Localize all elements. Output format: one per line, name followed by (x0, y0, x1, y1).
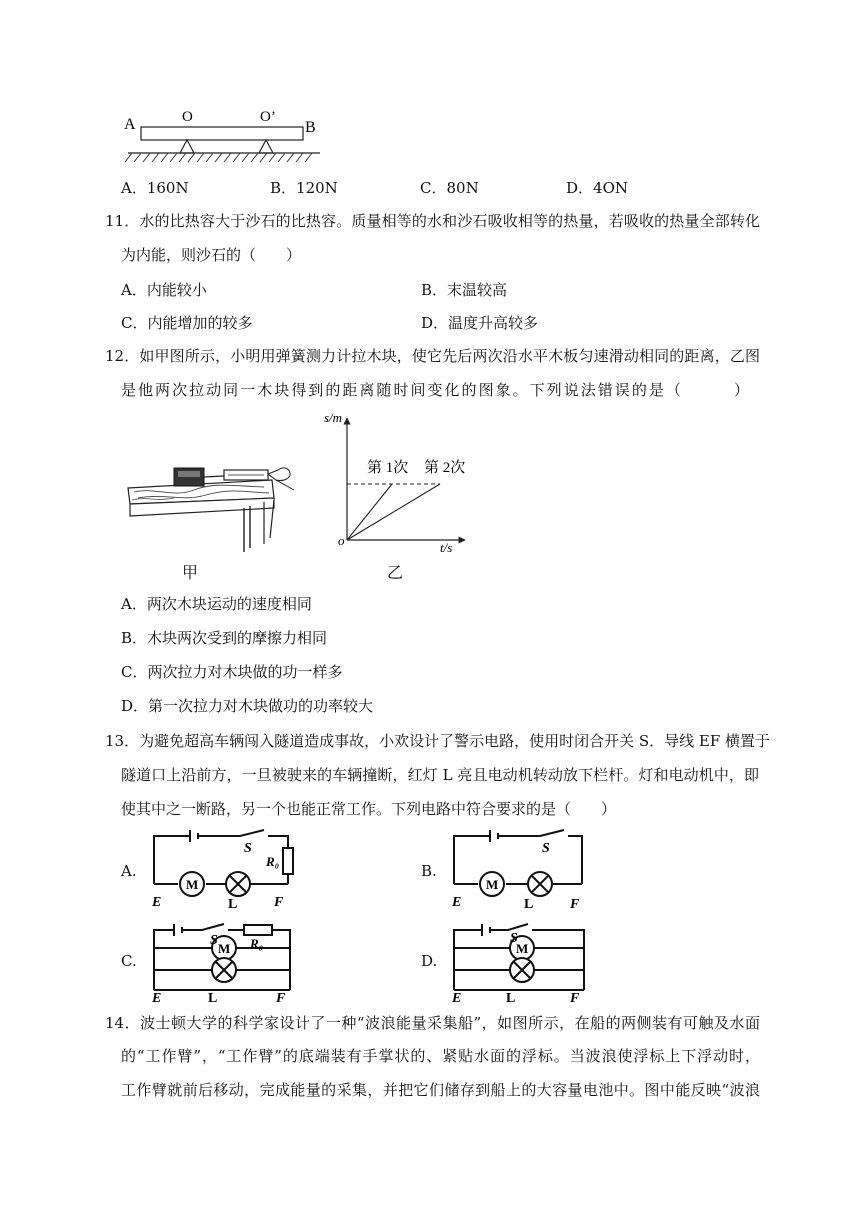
fulcrum-o-prime (259, 140, 273, 153)
svg-text:L: L (228, 897, 238, 910)
q14-stem-line1: 14．波士顿大学的科学家设计了一种“波浪能量采集船”，如图所示，在船的两侧装有可触及水面 (105, 1014, 760, 1032)
q11-stem-line1: 11．水的比热容大于沙石的比热容。质量相等的水和沙石吸收相等的热量，若吸收的热量全部转化 (105, 212, 760, 230)
graph-xlabel: t/s (440, 540, 453, 555)
q10-option-d[interactable]: D．4ON (566, 179, 628, 197)
q11-option-a[interactable]: A．内能较小 (121, 281, 207, 299)
svg-text:R₀: R₀ (266, 854, 280, 869)
svg-text:M: M (218, 941, 231, 956)
q12-option-b[interactable]: B．木块两次受到的摩擦力相同 (121, 629, 328, 647)
figure-yi-graph (320, 408, 480, 558)
figure-yi-label: 乙 (387, 563, 404, 582)
svg-text:S: S (244, 841, 252, 856)
q11-option-d[interactable]: D．温度升高较多 (421, 314, 539, 332)
graph-line-second (347, 484, 440, 540)
q10-option-c[interactable]: C．80N (420, 179, 479, 197)
ground-hatching (125, 153, 312, 162)
q13-option-a-label[interactable]: A. (121, 862, 137, 880)
circuit-b[interactable] (448, 828, 590, 910)
svg-text:E: E (152, 991, 162, 1004)
graph-legend-1: 第 1次 (367, 460, 409, 476)
graph-line-first (347, 484, 392, 540)
svg-text:E: E (152, 895, 162, 910)
graph-ylabel: s/m (324, 410, 343, 425)
lever-label-b: B (305, 119, 316, 136)
figure-jia-table (124, 440, 304, 555)
q13-option-d-label[interactable]: D. (421, 952, 438, 970)
lever-diagram (120, 100, 330, 170)
fulcrum-o (180, 140, 194, 153)
svg-text:R₀: R₀ (250, 936, 264, 951)
svg-text:F: F (570, 897, 580, 910)
svg-text:L: L (524, 897, 534, 910)
svg-text:L: L (208, 991, 218, 1004)
circuit-d[interactable] (448, 918, 590, 1004)
svg-text:S: S (510, 931, 518, 946)
svg-text:M: M (516, 941, 529, 956)
q11-option-b[interactable]: B．末温较高 (421, 281, 508, 299)
q14-stem-line2: 的“工作臂”，“工作臂”的底端装有手掌状的、紧贴水面的浮标。当波浪使浮标上下浮动时， (121, 1047, 760, 1065)
svg-text:F: F (276, 991, 286, 1004)
circuit-c[interactable] (148, 918, 298, 1004)
svg-text:S: S (542, 841, 550, 856)
lever-label-o: O (182, 109, 193, 125)
q12-option-d[interactable]: D．第一次拉力对木块做功的功率较大 (121, 697, 374, 715)
svg-text:M: M (186, 877, 199, 892)
q13-option-c-label[interactable]: C. (121, 952, 137, 970)
graph-origin: o (338, 533, 345, 548)
lever-label-o-prime: O’ (260, 109, 276, 125)
q10-option-a[interactable]: A．160N (121, 179, 189, 197)
svg-text:F: F (570, 991, 580, 1004)
svg-text:S: S (210, 933, 218, 948)
q12-option-a[interactable]: A．两次木块运动的速度相同 (121, 595, 312, 613)
q13-option-b-label[interactable]: B. (421, 862, 437, 880)
figure-jia-label: 甲 (182, 563, 199, 582)
svg-text:M: M (486, 877, 499, 892)
circuit-a[interactable] (148, 828, 300, 910)
svg-text:F: F (274, 895, 284, 910)
graph-legend-2: 第 2次 (424, 460, 466, 476)
q10-option-b[interactable]: B．120N (270, 179, 338, 197)
lever-label-a: A (124, 116, 136, 133)
q12-option-c[interactable]: C．两次拉力对木块做的功一样多 (121, 663, 343, 681)
q14-stem-line3: 工作臂就前后移动，完成能量的采集，并把它们储存到船上的大容量电池中。图中能反映“波浪 (121, 1081, 760, 1099)
svg-text:E: E (452, 991, 462, 1004)
q13-stem-line3: 使其中之一断路，另一个也能正常工作。下列电路中符合要求的是（ ） (121, 800, 617, 818)
q13-stem-line1: 13．为避免超高车辆闯入隧道造成事故，小欢设计了警示电路，使用时闭合开关 S．导线 EF 横置于 (105, 732, 771, 750)
q12-stem-line1: 12．如甲图所示，小明用弹簧测力计拉木块，使它先后两次沿水平木板匀速滑动相同的距离，乙图 (105, 347, 760, 365)
lever-bar (141, 127, 303, 140)
q11-stem-line2: 为内能，则沙石的（ ） (121, 246, 302, 264)
svg-text:L: L (506, 991, 516, 1004)
svg-text:E: E (452, 895, 462, 910)
q12-stem-line2: 是他两次拉动同一木块得到的距离随时间变化的图象。下列说法错误的是（ ） (121, 381, 749, 399)
q11-option-c[interactable]: C．内能增加的较多 (121, 314, 253, 332)
q13-stem-line2: 隧道口上沿前方，一旦被驶来的车辆撞断，红灯 L 亮且电动机转动放下栏杆。灯和电动机中，即 (121, 766, 759, 784)
